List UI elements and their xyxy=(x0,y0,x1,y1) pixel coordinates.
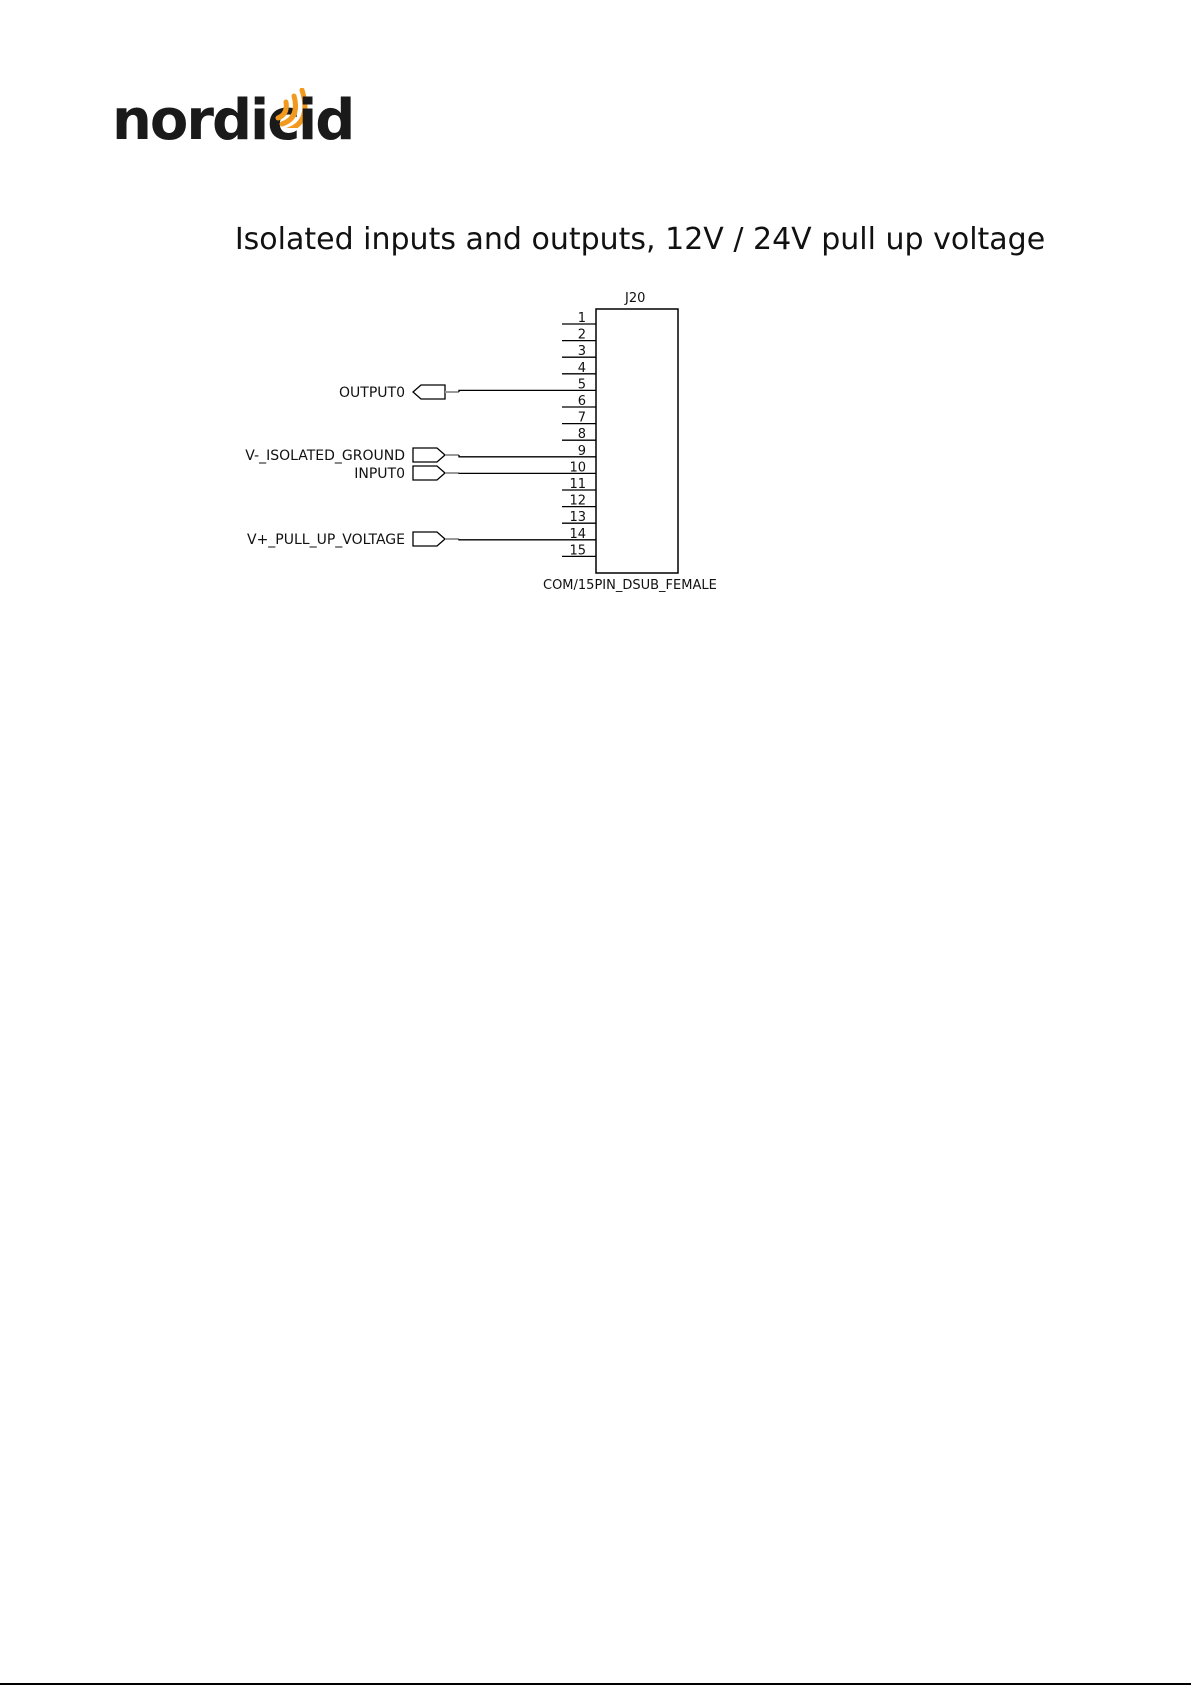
connector-pins xyxy=(562,311,596,558)
net-label: V+_PULL_UP_VOLTAGE xyxy=(247,532,405,548)
net-output0 xyxy=(339,385,562,401)
pin-number: 9 xyxy=(577,443,586,459)
port-flag xyxy=(413,448,445,462)
pin-number: 3 xyxy=(577,344,586,360)
connector-ref: J20 xyxy=(625,291,646,306)
port-flag xyxy=(413,466,445,480)
pin-number: 13 xyxy=(569,510,586,526)
net-label: INPUT0 xyxy=(354,466,405,482)
pin-number: 14 xyxy=(569,526,586,542)
pin-number: 12 xyxy=(569,493,586,509)
connector-schematic xyxy=(0,0,1191,620)
wire xyxy=(459,455,562,457)
logo-word-nordic: nordic xyxy=(112,88,299,153)
pin-number: 11 xyxy=(569,477,586,492)
connector-body xyxy=(596,309,678,573)
port-flag xyxy=(413,532,445,546)
pin-number: 8 xyxy=(577,427,586,443)
pin-number: 15 xyxy=(569,543,586,559)
pin-number: 4 xyxy=(577,360,586,376)
net-v-isolated-ground xyxy=(245,448,562,464)
pin-number: 7 xyxy=(577,410,586,426)
pin-number: 1 xyxy=(577,311,586,326)
pin-number: 6 xyxy=(577,394,586,409)
net-label: V-_ISOLATED_GROUND xyxy=(245,448,405,464)
net-connections xyxy=(245,385,562,548)
page-title: Isolated inputs and outputs, 12V / 24V pull up voltage xyxy=(234,222,1046,257)
net-label: OUTPUT0 xyxy=(339,385,405,401)
pin-number: 2 xyxy=(577,327,586,343)
pin-number: 5 xyxy=(577,377,586,393)
port-flag xyxy=(413,385,445,399)
net-input0 xyxy=(354,466,562,482)
pin-number: 10 xyxy=(569,460,586,476)
wire xyxy=(459,390,562,392)
net-v-pull-up-voltage xyxy=(247,532,562,548)
wire xyxy=(459,539,562,540)
connector-name: COM/15PIN_DSUB_FEMALE xyxy=(543,578,717,593)
logo-word-id: id xyxy=(298,88,354,153)
